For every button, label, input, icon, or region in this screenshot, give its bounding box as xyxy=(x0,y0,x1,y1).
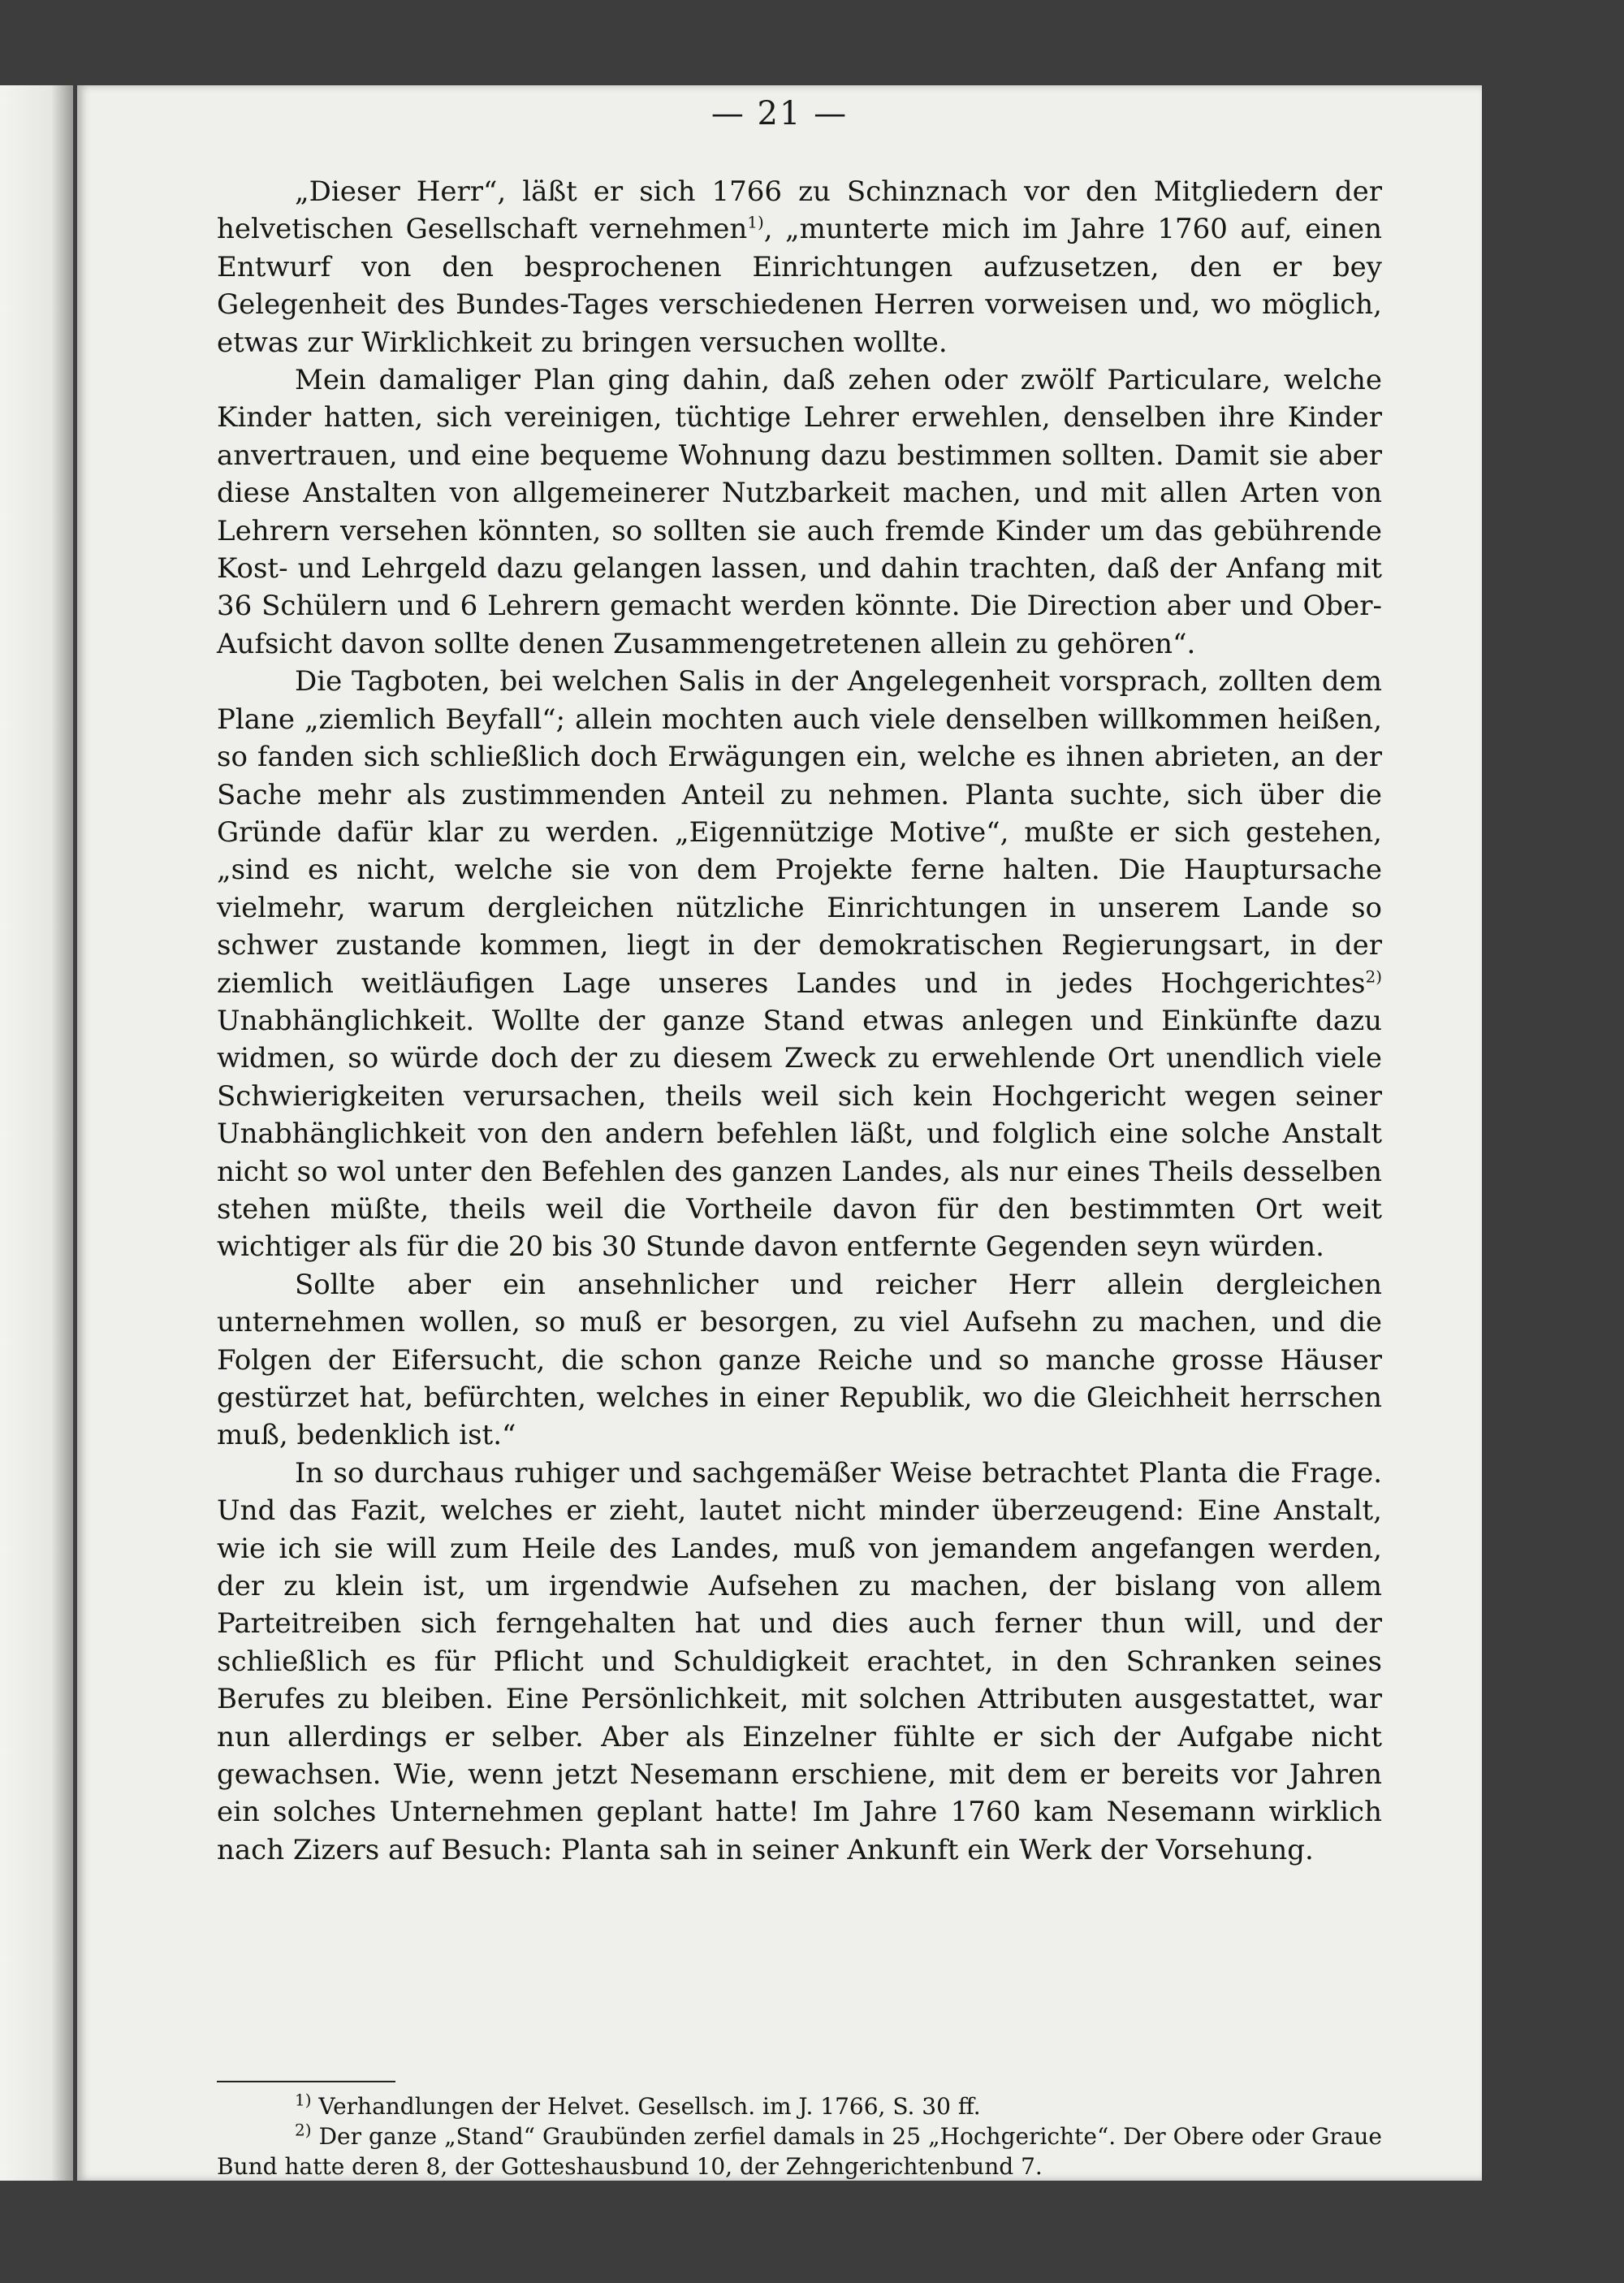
paragraph-text: Mein damaliger Plan ging dahin, daß zehen oder zwölf Particulare, welche Kinder hatten, sich vereinigen, tüchtige Lehrer erwehlen, denselben ihre Kinder anvertrauen, und eine bequeme Wohnung dazu bestimmen sollten. Damit sie aber diese Anstalten von allgemeinerer Nutzbarkeit machen, und mit allen Arten von Lehrern versehen könnten, so sollten sie auch fremde Kinder um das gebührende Kost- und Lehrgeld dazu gelangen lassen, und dahin trachten, daß der Anfang mit 36 Schülern und 6 Lehrern gemacht werden könnte. Die Direction aber und Ober-Aufsicht davon sollte denen Zusammengetretenen allein zu gehören“. xyxy=(217,364,1382,660)
footnote-divider xyxy=(217,2081,395,2082)
paragraph-3 xyxy=(217,663,1382,1266)
footnote-number: 1) xyxy=(295,2090,312,2110)
footnote-text: Der ganze „Stand“ Graubünden zerfiel damals in 25 „Hochgerichte“. Der Obere oder Graue Bund hatte deren 8, der Gotteshausbund 10, der Zehngerichtenbund 7. xyxy=(217,2123,1382,2180)
body-text xyxy=(217,173,1382,1869)
paragraph-text: Unabhänglichkeit. Wollte der ganze Stand etwas anlegen und Einkünfte dazu widmen, so würde doch der zu diesem Zweck zu erwehlende Ort unendlich viele Schwierigkeiten verursachen, theils weil sich kein Hochgericht wegen seiner Unabhänglichkeit von den andern befehlen läßt, und folglich eine solche Anstalt nicht so wol unter den Befehlen des ganzen Landes, als nur eines Theils desselben stehen müßte, theils weil die Vortheile davon für den bestimmten Ort weit wichtiger als für die 20 bis 30 Stunde davon entfernte Gegenden seyn würden. xyxy=(217,1004,1382,1264)
book-page xyxy=(77,85,1482,2181)
footnote-marker: 2) xyxy=(1365,966,1382,987)
paragraph-4 xyxy=(217,1266,1382,1455)
footnote-2 xyxy=(217,2121,1382,2181)
paragraph-1 xyxy=(217,173,1382,361)
previous-page-edge xyxy=(0,85,73,2181)
footnotes xyxy=(217,2091,1382,2181)
footnote-text: Verhandlungen der Helvet. Gesellsch. im J. 1766, S. 30 ff. xyxy=(311,2093,981,2120)
paragraph-text: Sollte aber ein ansehnlicher und reicher Herr allein dergleichen unternehmen wollen, so muß er besorgen, zu viel Aufsehn zu machen, und die Folgen der Eifersucht, die schon ganze Reiche und so manche grosse Häuser gestürzet hat, befürchten, welches in einer Republik, wo die Gleichheit herrschen muß, bedenklich ist.“ xyxy=(217,1268,1382,1452)
paragraph-text: „Dieser Herr“, läßt er sich 1766 zu Schinznach vor den Mitgliedern der helvetischen Gesellschaft vernehmen xyxy=(217,175,1382,246)
footnote-marker: 1) xyxy=(747,213,764,233)
footnote-1 xyxy=(217,2091,1382,2121)
page-number: — 21 — xyxy=(710,95,849,132)
paragraph-5 xyxy=(217,1455,1382,1869)
paragraph-text: Die Tagboten, bei welchen Salis in der Angelegenheit vorsprach, zollten dem Plane „ziemlich Beyfall“; allein mochten auch viele denselben willkommen heißen, so fanden sich schließlich doch Erwägungen ein, welche es ihnen abrieten, an der Sache mehr als zustimmenden Anteil zu nehmen. Planta suchte, sich über die Gründe dafür klar zu werden. „Eigennützige Motive“, mußte er sich gestehen, „sind es nicht, welche sie von dem Projekte ferne halten. Die Hauptursache vielmehr, warum dergleichen nützliche Einrichtungen in unserem Lande so schwer zustande kommen, liegt in der demokratischen Regierungsart, in der ziemlich weitläufigen Lage unseres Landes und in jedes Hochgerichtes xyxy=(217,665,1382,1000)
paragraph-2 xyxy=(217,361,1382,663)
paragraph-text: , „munterte mich im Jahre 1760 auf, einen Entwurf von den besprochenen Einrichtungen aufzusetzen, den er bey Gelegenheit des Bundes-Tages verschiedenen Herren vorweisen und, wo möglich, etwas zur Wirklichkeit zu bringen versuchen wollte. xyxy=(217,213,1382,359)
footnote-number: 2) xyxy=(295,2120,312,2140)
paragraph-text: In so durchaus ruhiger und sachgemäßer Weise betrachtet Planta die Frage. Und das Fazit, welches er zieht, lautet nicht minder überzeugend: Eine Anstalt, wie ich sie will zum Heile des Landes, muß von jemandem angefangen werden, der zu klein ist, um irgendwie Aufsehen zu machen, der bislang von allem Parteitreiben sich ferngehalten hat und dies auch ferner thun will, und der schließlich es für Pflicht und Schuldigkeit erachtet, in den Schranken seines Berufes zu bleiben. Eine Persönlichkeit, mit solchen Attributen ausgestattet, war nun allerdings er selber. Aber als Einzelner fühlte er sich der Aufgabe nicht gewachsen. Wie, wenn jetzt Nesemann erschiene, mit dem er bereits vor Jahren ein solches Unternehmen geplant hatte! Im Jahre 1760 kam Nesemann wirklich nach Zizers auf Besuch: Planta sah in seiner Ankunft ein Werk der Vorsehung. xyxy=(217,1456,1382,1866)
